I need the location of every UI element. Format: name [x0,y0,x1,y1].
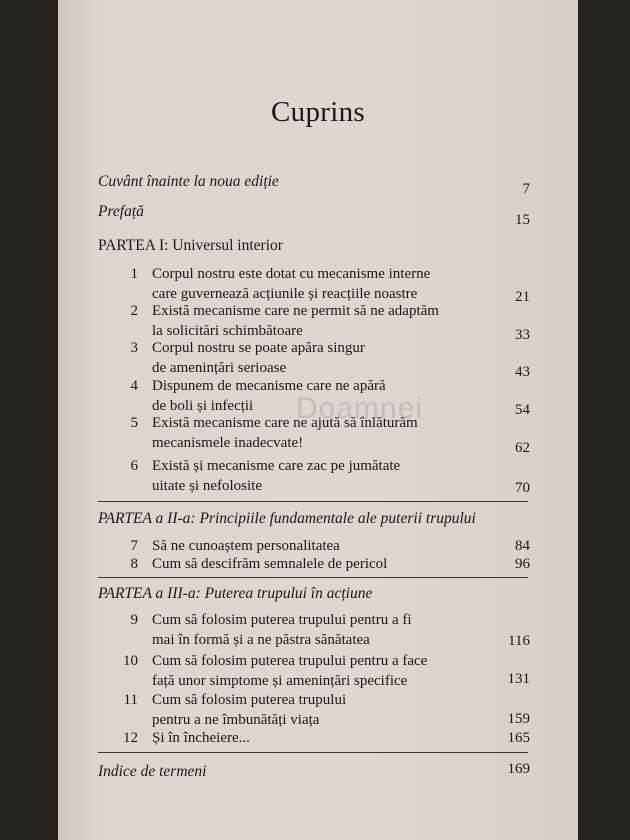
toc-entry-index: Indice de termeni [98,763,207,780]
chapter-title-line: Dispunem de mecanisme care ne apără [152,378,386,394]
chapter-title-line: care guvernează acțiunile și reacțiile noastre [152,286,418,302]
chapter-title-line: Cum să folosim puterea trupului pentru a face [152,653,428,669]
watermark: Doamnei [296,392,424,425]
chapter-title-line: Există și mecanisme care zac pe jumătate [152,458,401,474]
chapter-page: 165 [507,730,530,746]
chapter-title-line: Cum să folosim puterea trupului [152,692,347,708]
chapter-page: 54 [515,402,530,418]
chapter-title-line: Și în încheiere... [152,730,250,746]
chapter-page: 62 [515,440,530,456]
part-1-label: PARTEA I: Universul interior [98,237,283,254]
chapter-page: 84 [515,538,530,554]
chapter-title-line: pentru a ne îmbunătăți viața [152,712,320,728]
chapter-title-line: de boli și infecții [152,398,254,414]
chapter-number: 8 [130,556,138,572]
chapter-number: 7 [130,538,138,554]
chapter-page: 33 [515,327,530,343]
chapter-title-line: față unor simptome și amenințări specifice [152,673,408,689]
chapter-title-line: Există mecanisme care ne permit să ne adaptăm [152,303,439,319]
book-page [58,0,578,840]
chapter-title-line: la solicitări schimbătoare [152,323,303,339]
chapter-title-line: uitate și nefolosite [152,478,262,494]
toc-part-2: PARTEA a II-a: Principiile fundamentale ale puterii trupului [98,510,476,527]
chapter-title-line: Să ne cunoaștem personalitatea [152,538,340,554]
chapter-page: 70 [515,480,530,496]
toc-page-preface: 15 [515,212,530,228]
chapter-number: 3 [130,340,138,356]
chapter-page: 159 [507,711,530,727]
chapter-number: 11 [123,692,138,708]
chapter-title-line: Cum să descifrăm semnalele de pericol [152,556,388,572]
toc-entry-preface: Prefață [98,203,144,220]
chapter-number: 2 [130,303,138,319]
section-divider [98,752,528,753]
toc-entry-foreword: Cuvânt înainte la noua ediție [98,173,279,190]
chapter-page: 43 [515,364,530,380]
section-divider [98,577,528,578]
chapter-number: 6 [130,458,138,474]
toc-page-index: 169 [507,761,530,777]
chapter-title-line: de amenințări serioase [152,360,287,376]
toc-part-1 [98,237,283,255]
chapter-number: 10 [123,653,138,669]
toc-part-3: PARTEA a III-a: Puterea trupului în acțiune [98,585,373,602]
chapter-title-line: Corpul nostru se poate apăra singur [152,340,365,356]
chapter-number: 1 [130,266,138,282]
toc-page-foreword: 7 [522,181,530,197]
chapter-page: 116 [508,633,530,649]
chapter-title-line: Corpul nostru este dotat cu mecanisme interne [152,266,431,282]
chapter-title-line: Cum să folosim puterea trupului pentru a fi [152,612,412,628]
page-title: Cuprins [271,96,365,128]
chapter-page: 131 [507,671,530,687]
chapter-number: 4 [130,378,138,394]
chapter-number: 12 [123,730,138,746]
chapter-title-line: mai în formă și a ne păstra sănătatea [152,632,370,648]
section-divider [98,501,528,502]
chapter-title-line: mecanismele inadecvate! [152,435,304,451]
chapter-title-line: Există mecanisme care ne ajută să înlăturăm [152,415,418,431]
chapter-page: 21 [515,289,530,305]
chapter-page: 96 [515,556,530,572]
chapter-number: 5 [130,415,138,431]
chapter-number: 9 [130,612,138,628]
